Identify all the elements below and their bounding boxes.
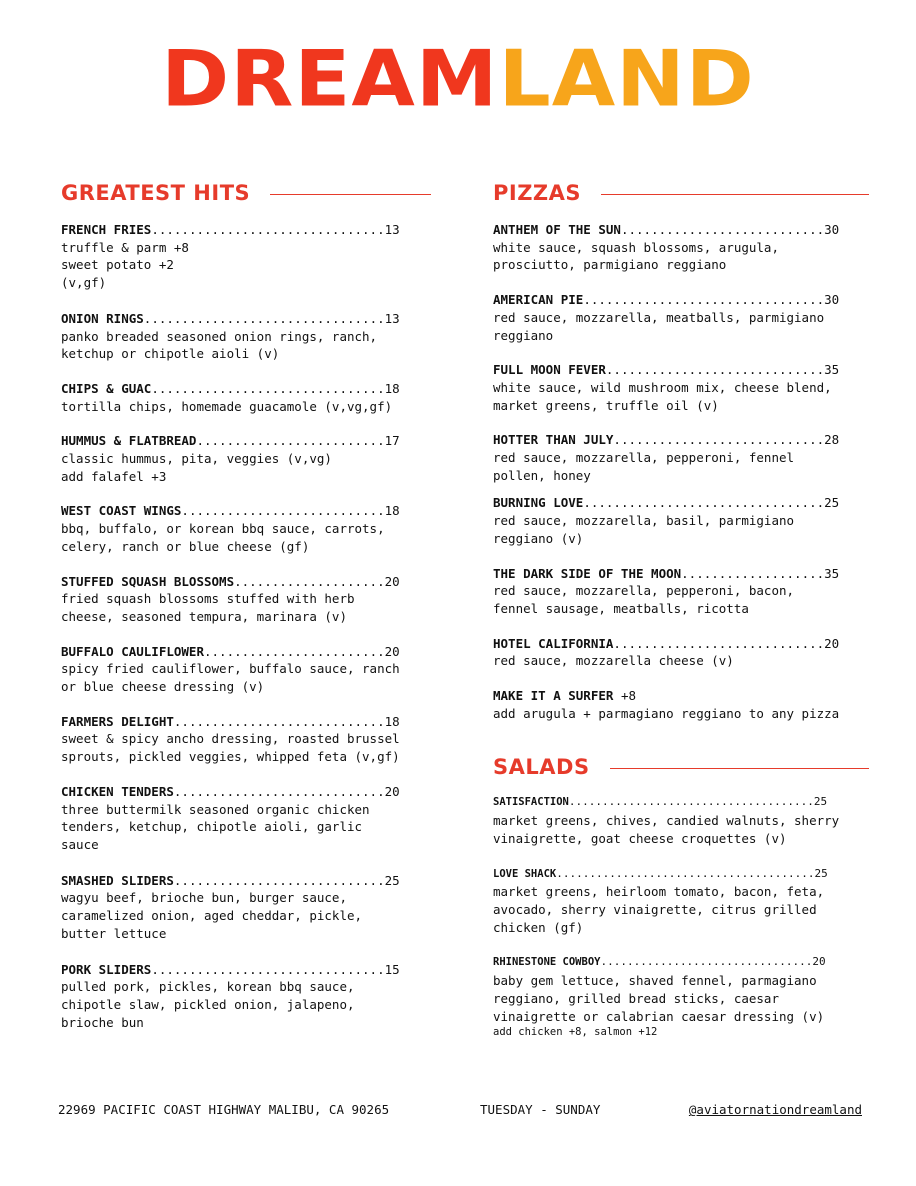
footer-days: TUESDAY - SUNDAY [480, 1102, 601, 1117]
menu-item-title-row [493, 361, 869, 379]
menu-item-description: market greens, chives, candied walnuts, sherry vinaigrette, goat cheese croquettes (v) [493, 813, 840, 846]
menu-item-leader-dots: ............................ [173, 872, 385, 888]
section-divider [601, 194, 869, 195]
menu-item [61, 961, 431, 1032]
menu-item-add-on: add chicken +8, salmon +12 [493, 1026, 658, 1039]
menu-item-name: STUFFED SQUASH BLOSSOMS [61, 573, 235, 589]
menu-item-name: RHINESTONE COWBOY [493, 956, 601, 969]
menu-item-description: panko breaded seasoned onion rings, ranch, ketchup or chipotle aioli (v) [61, 328, 378, 362]
menu-item-title-row [493, 221, 869, 239]
menu-item-price: 25 [814, 866, 828, 880]
menu-item-leader-dots: ............................... [151, 961, 385, 977]
menu-item [61, 713, 431, 766]
menu-item-leader-dots: ............................ [173, 783, 385, 799]
menu-item-leader-dots: ............................ [613, 432, 825, 448]
menu-item-price: 25 [384, 872, 400, 888]
menu-item-title-row [61, 310, 431, 328]
menu-item-leader-dots: ............................ [173, 713, 385, 729]
logo-part-2: LAND [498, 34, 755, 125]
menu-item-title-row [61, 573, 431, 591]
menu-item-description: red sauce, mozzarella, meatballs, parmigiano reggiano [493, 309, 825, 343]
menu-item [61, 643, 431, 696]
menu-item-leader-dots: ........................... [181, 503, 385, 519]
menu-item [61, 573, 431, 626]
menu-item-price: 20 [812, 955, 826, 969]
menu-item-description: bbq, buffalo, or korean bbq sauce, carrots, celery, ranch or blue cheese (gf) [61, 521, 385, 554]
menu-item-title-row [61, 502, 431, 520]
menu-item [61, 432, 431, 485]
menu-item-leader-dots: ......................... [196, 433, 385, 449]
menu-item [493, 431, 869, 484]
menu-item-price: 28 [824, 432, 840, 448]
menu-item-leader-dots: ................... [681, 565, 825, 581]
menu-item-name: WEST COAST WINGS [61, 503, 182, 519]
menu-item-title-row [61, 643, 431, 661]
menu-item-leader-dots: .................... [234, 573, 385, 589]
menu-item-title-row [493, 952, 869, 972]
menu-item-price: 18 [384, 380, 400, 396]
menu-item-name: CHIPS & GUAC [61, 380, 152, 396]
menu-item-name: HUMMUS & FLATBREAD [61, 433, 197, 449]
section-divider [610, 768, 869, 769]
menu-item-title-row [493, 565, 869, 583]
menu-item [493, 221, 869, 274]
menu-item-price: 17 [384, 433, 400, 449]
menu-item [493, 687, 869, 722]
menu-item [493, 635, 869, 670]
section-title: GREATEST HITS [61, 181, 251, 205]
menu-item-price: 18 [384, 503, 400, 519]
menu-item-title-row [61, 961, 431, 979]
menu-item-description: classic hummus, pita, veggies (v,vg) add falafel +3 [61, 451, 332, 484]
menu-item-title-row [493, 635, 869, 653]
menu-item-leader-dots: ................................ [583, 292, 825, 308]
menu-item-price: 20 [824, 635, 840, 651]
logo-part-1: DREAM [161, 34, 499, 125]
menu-item-description: pulled pork, pickles, korean bbq sauce, chipotle slaw, pickled onion, jalapeno, brioche bun [61, 979, 355, 1030]
menu-item [61, 310, 431, 363]
menu-item-price: 15 [384, 961, 400, 977]
menu-item-title-row [61, 432, 431, 450]
menu-item-price: 25 [813, 795, 828, 809]
footer-social-link[interactable]: @aviatornationdreamland [688, 1102, 862, 1117]
menu-item-name: CHICKEN TENDERS [61, 783, 174, 799]
menu-item-description: red sauce, mozzarella, pepperoni, bacon, fennel sausage, meatballs, ricotta [493, 583, 795, 616]
section-header-greatest-hits [61, 178, 431, 208]
menu-item-title-row [61, 713, 431, 731]
menu-item-description: red sauce, mozzarella, basil, parmigiano reggiano (v) [493, 513, 795, 546]
menu-item-description: wagyu beef, brioche bun, burger sauce, caramelized onion, aged cheddar, pickle, butter lettuce [61, 890, 363, 941]
menu-item-price: 20 [384, 573, 400, 589]
menu-item-description: truffle & parm +8 sweet potato +2 (v,gf) [61, 239, 189, 291]
footer-address: 22969 PACIFIC COAST HIGHWAY MALIBU, CA 90265 [58, 1102, 390, 1117]
menu-item [61, 783, 431, 854]
logo [0, 33, 916, 128]
left-column [61, 178, 431, 1031]
menu-item-description: three buttermilk seasoned organic chicken tenders, ketchup, chipotle aioli, garlic sauce [61, 801, 370, 852]
menu-item-name: MAKE IT A SURFER [493, 688, 614, 704]
menu-item-name: BURNING LOVE [493, 495, 584, 511]
menu-item-leader-dots: ................................ [600, 955, 813, 969]
menu-item-name: FARMERS DELIGHT [61, 713, 174, 729]
menu-item-name: ONION RINGS [61, 310, 144, 326]
menu-item [493, 864, 869, 937]
menu-item-description: tortilla chips, homemade guacamole (v,vg,gf) [61, 398, 393, 414]
menu-item-name: LOVE SHACK [493, 867, 557, 880]
menu-item-leader-dots: ........................ [204, 643, 385, 659]
menu-item-description: market greens, heirloom tomato, bacon, feta, avocado, sherry vinaigrette, citrus grilled chicken (gf) [493, 884, 825, 935]
menu-item-name: FRENCH FRIES [61, 222, 152, 237]
menu-item-price: 35 [824, 362, 840, 378]
menu-item-name: BUFFALO CAULIFLOWER [61, 643, 204, 659]
menu-item-description: add arugula + parmagiano reggiano to any pizza [493, 705, 840, 721]
menu-item-price: 20 [384, 643, 400, 659]
menu-item-title-row [61, 783, 431, 801]
section-header-salads [493, 752, 869, 782]
menu-item-description: spicy fried cauliflower, buffalo sauce, ranch or blue cheese dressing (v) [61, 661, 400, 695]
menu-item-price: 20 [384, 783, 400, 799]
section-divider [270, 194, 431, 195]
menu-item-leader-dots [613, 688, 621, 703]
section-title: SALADS [493, 755, 590, 780]
menu-item-leader-dots: ....................................... [556, 866, 815, 880]
menu-item [493, 361, 869, 414]
menu-item-description: red sauce, mozzarella cheese (v) [493, 653, 734, 669]
menu-item [493, 565, 869, 618]
menu-item-leader-dots: ........................... [620, 222, 825, 237]
menu-item [61, 221, 431, 292]
menu-item-price: 30 [824, 222, 840, 237]
menu-item [61, 872, 431, 943]
right-column [493, 178, 869, 1039]
menu-item-description: baby gem lettuce, shaved fennel, parmagiano reggiano, grilled bread sticks, caesar vinaigrette or calabrian caesar dressing (v) [493, 973, 825, 1024]
menu-item-price: 13 [384, 222, 400, 237]
menu-item-leader-dots: ............................... [151, 380, 385, 396]
section-title: PIZZAS [493, 181, 582, 205]
menu-item-description: white sauce, squash blossoms, arugula, prosciutto, parmigiano reggiano [493, 239, 779, 273]
section-header-pizzas [493, 178, 869, 208]
menu-item-name: ANTHEM OF THE SUN [493, 222, 621, 237]
menu-item-leader-dots: ................................ [143, 310, 385, 326]
salads-list [493, 792, 869, 1039]
menu-item-price: 25 [824, 495, 840, 511]
menu-item-price: 18 [384, 713, 400, 729]
menu-item-price: 35 [824, 565, 840, 581]
menu-item-name: FULL MOON FEVER [493, 362, 606, 378]
menu-item-leader-dots: ............................ [613, 635, 825, 651]
menu-item-title-row [493, 494, 869, 512]
menu-item-name: SATISFACTION [493, 796, 569, 809]
menu-item-description: red sauce, mozzarella, pepperoni, fennel pollen, honey [493, 450, 795, 483]
menu-item-name: PORK SLIDERS [61, 961, 152, 977]
menu-item-title-row [61, 872, 431, 890]
menu-item-description: sweet & spicy ancho dressing, roasted brussel sprouts, pickled veggies, whipped feta (v,gf) [61, 731, 400, 765]
menu-item [493, 291, 869, 344]
menu-item-name: THE DARK SIDE OF THE MOON [493, 565, 682, 581]
menu-item-description: fried squash blossoms stuffed with herb cheese, seasoned tempura, marinara (v) [61, 591, 355, 624]
menu-item-title-row [493, 291, 869, 309]
menu-item [493, 952, 869, 1039]
menu-item-title-row [493, 864, 869, 884]
menu-item-name: HOTTER THAN JULY [493, 432, 614, 448]
menu-item-leader-dots: ..................................... [568, 795, 814, 809]
menu-item [61, 380, 431, 415]
menu-item-title-row [61, 221, 431, 239]
menu-item-price: 13 [384, 310, 400, 326]
menu-item-name: SMASHED SLIDERS [61, 872, 174, 888]
menu-item-leader-dots: ............................. [605, 362, 825, 378]
menu-item-name: AMERICAN PIE [493, 292, 584, 308]
menu-item-title-row [493, 687, 869, 705]
menu-item-name: HOTEL CALIFORNIA [493, 635, 614, 651]
menu-item-leader-dots: ................................ [583, 495, 825, 511]
menu-item [493, 792, 869, 847]
menu-item-description: white sauce, wild mushroom mix, cheese blend, market greens, truffle oil (v) [493, 379, 832, 413]
menu-item-title-row [493, 792, 869, 812]
menu-item-price: +8 [620, 688, 637, 704]
pizzas-list [493, 221, 869, 722]
menu-item [61, 502, 431, 555]
greatest-hits-list [61, 221, 431, 1031]
menu-item-price: 30 [824, 292, 840, 308]
menu-item [493, 494, 869, 547]
menu-item-leader-dots: ............................... [151, 222, 385, 237]
menu-item-title-row [61, 380, 431, 398]
menu-item-title-row [493, 431, 869, 449]
